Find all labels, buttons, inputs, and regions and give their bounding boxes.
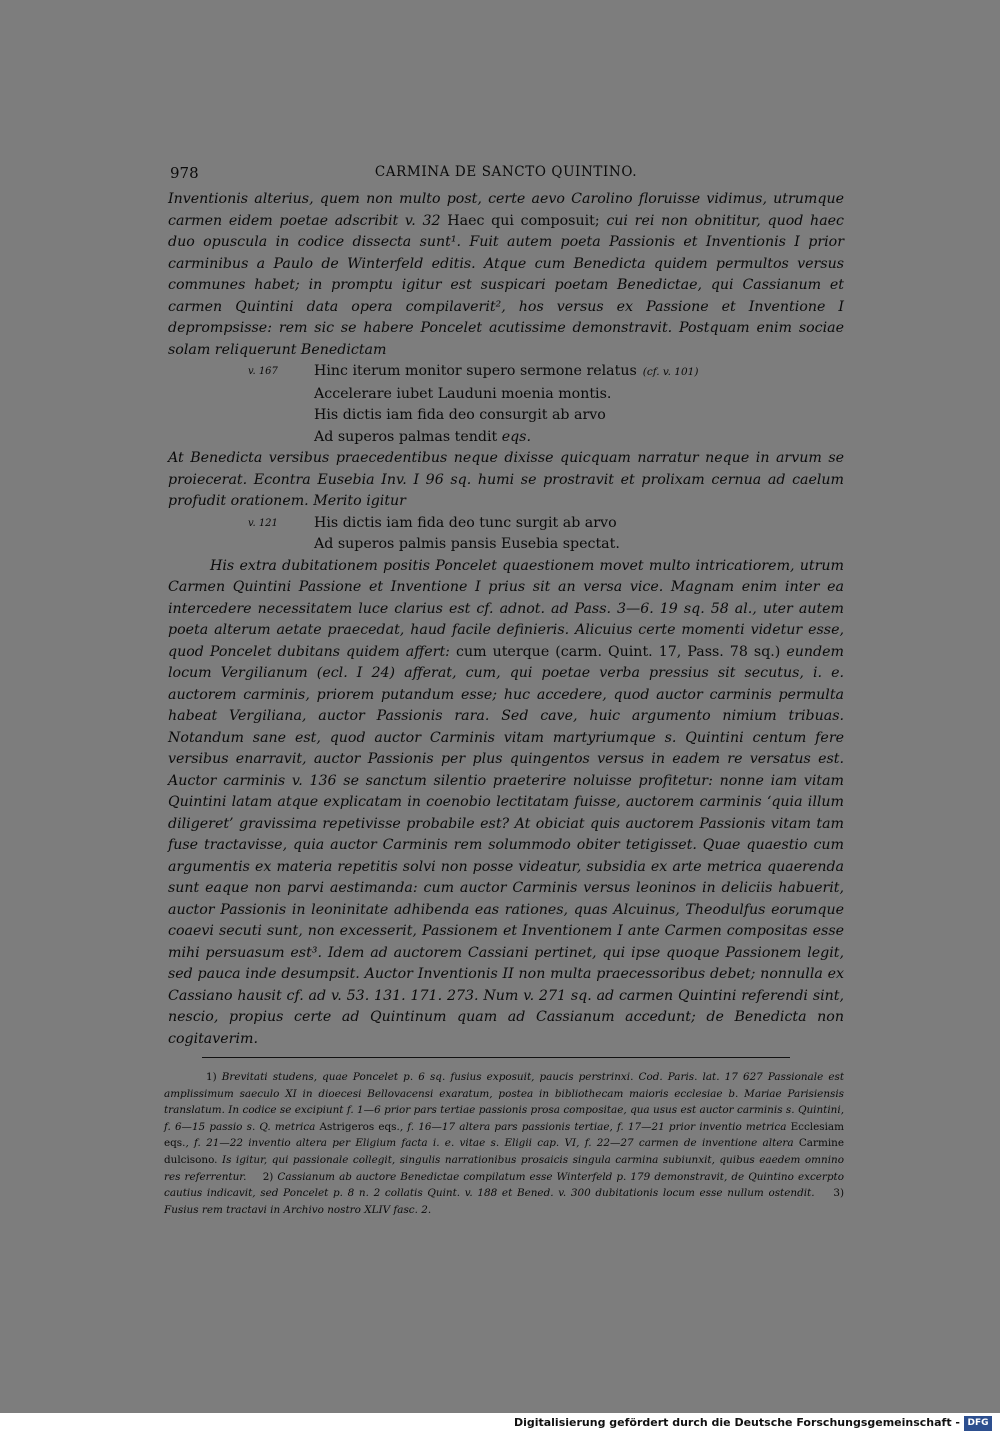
footnote-rule: [202, 1057, 790, 1058]
verse-line: Ad superos palmis pansis Eusebia spectat.: [314, 536, 620, 552]
footer-credit: Digitalisierung gefördert durch die Deutsche Forschungsgemeinschaft -: [513, 1416, 960, 1429]
paragraph-3-part-a: His extra dubitationem positis Poncelet quaestionem movet multo intricatiorem, utrum Carmen Quintini Passione et Inventione I prius sit an versa vice. Magnam enim inter ea intercedere necessitatem luce clarius est cf. adnot. ad Pass. 3—6. 19 sq. 58 al., uter autem poeta alterum aetate praecedat, haud facile definieris. Alicuius certe momenti videtur esse, quod Poncelet dubitans quidem affert:: [168, 557, 844, 660]
verse-line: [314, 427, 844, 449]
verse-eqs: eqs.: [501, 428, 531, 445]
verse-text: Hinc iterum monitor supero sermone relatus: [314, 363, 637, 379]
page-header: [170, 164, 842, 186]
footnote-text: Cassianum ab auctore Benedictae compilatum esse Winterfeld p. 179 demonstravit, de Quintino excerpto cautius indicavit, sed Poncelet p. 8 n. 2 collatis Quint. v. 188 et Bened. v. 300 dubitationis locum esse nullum ostendit.: [164, 1170, 844, 1200]
verse-line: His dictis iam fida deo consurgit ab arvo: [314, 407, 606, 423]
verse-quote-1: [168, 361, 844, 448]
footnote-text: Is igitur, qui passionale collegit, singulis narrationibus prosaicis singula carmina subiunxit, quibus eaedem omnino res referrentur.: [164, 1153, 844, 1183]
paragraph-3-part-c: eundem locum Vergilianum (ecl. I 24) afferat, cum, qui poetae verba pressius sit secutus, i. e. auctorem carminis, priorem putandum esse; huc accedere, quod auctor carminis permulta habeat Vergiliana, auctor Passionis rara. Sed cave, huic argumento nimium tribuas. Notandum sane est, quod auctor Carminis vitam martyriumque s. Quintini centum fere versibus enarravit, auctor Passionis per plus quingentos versus in eadem re versatus est. Auctor carminis v. 136 se sanctum silentio praeterire noluisse profitetur: nonne iam vitam Quintini latam atque explicatam in coenobio lectitatam fuisse, auctorem carminis ‘quia illum diligeret’ gravissima repetivisse probabile est? At obiciat quis auctorem Passionis vitam tam fuse tractavisse, quia auctor Carminis rem solummodo obiter tetigisset. Quae quaestio cum argumentis ex materia repetitis solvi non posse videatur, subsidia ex arte metrica quaerenda sunt eaque non parvi aestimanda: cum auctor Carminis versus leoninos in deliciis habuerit, auctor Passionis in leoninitate adhibenda eas rationes, quas Alcuinus, Theodulfus eorumque coaevi secuti sunt, non excesserit, Passionem et Inventionem I ante Carmen compositas esse mihi persuasum est³. Idem ad auctorem Cassiani pertinet, qui ipse quoque Passionem legit, sed pauca inde desumpsit. Auctor Inventionis II non multa praecessoribus debet; nonnulla ex Cassiano hausit cf. ad v. 53. 131. 171. 273. Num v. 271 sq. ad carmen Quintini referendi sint, nescio, propius certe ad Quintinum quam ad Cassianum accedunt; de Benedicta non cogitaverim.: [168, 643, 844, 1047]
page-number: 978: [170, 164, 199, 182]
verse-reference: v. 167: [248, 366, 278, 377]
paragraph-1-part-c: cui rei non obnititur, quod haec duo opuscula in codice dissecta sunt¹. Fuit autem poeta Passionis et Inventionis I prior carminibus a Paulo de Winterfeld editis. Atque cum Benedicta quidem permultos versus communes habet; in promptu igitur est suspicari poetam Benedictae, qui Cassianum et carmen Quintini data opera compilaverit², hos versus ex Passione et Inventione I deprompsisse: rem sic se habere Poncelet acutissime demonstravit. Postquam enim sociae solam reliquerunt Benedictam: [168, 212, 844, 358]
verse-text: Ad superos palmas tendit: [314, 428, 502, 445]
verse-note: (cf. v. 101): [642, 366, 699, 378]
footnote-text: , f. 16—17 altera pars passionis tertiae, f. 17—21 prior inventio metrica: [399, 1120, 791, 1133]
footnote-number: 3): [833, 1187, 844, 1200]
paragraph-1-quote: Haec qui composuit;: [447, 212, 607, 229]
footnote-incipit: Astrigeros eqs.: [319, 1120, 400, 1133]
paragraph-1-part-a: Inventionis alterius, quem non multo post, certe aevo Carolino floruisse vidimus, utrumque carmen eidem poetae adscribit v. 32: [168, 191, 844, 229]
footnote-text: Brevitati studens, quae Poncelet p. 6 sq. fusius exposuit, paucis perstrinxi. Cod. Paris. lat. 17 627 Passionale est amplissimum saeculo XI in dioecesi Bellovacensi exaratum, postea in bibliothecam maioris ecclesiae b. Mariae Parisiensis translatum. In codice se excipiunt f. 1—6 prior pars tertiae passionis prosa compositae, qua usus est auctor carminis s. Quintini, f. 6—15 passio s. Q. metrica: [164, 1071, 844, 1133]
footnote-text: , f. 21—22 inventio altera per Eligium facta i. e. vitae s. Eligii cap. VI, f. 22—27 carmen de inventione altera: [185, 1137, 799, 1150]
paragraph-3-citation: cum uterque (carm. Quint. 17, Pass. 78 sq.): [456, 643, 781, 660]
footnotes: [164, 1069, 844, 1218]
footnote-incipit: Ecclesiam eqs.: [164, 1120, 844, 1150]
verse-line: Accelerare iubet Lauduni moenia montis.: [314, 385, 612, 402]
footnote-incipit: Carmine dulcisono.: [164, 1137, 844, 1166]
footnote-number: 1): [206, 1071, 217, 1083]
footnote-text: Fusius rem tractavi in Archivo nostro XLIV fasc. 2.: [164, 1203, 432, 1216]
verse-quote-2: [168, 513, 844, 556]
paragraph-3: [168, 556, 844, 1051]
running-head: CARMINA DE SANCTO QUINTINO.: [374, 164, 638, 180]
paragraph-2: At Benedicta versibus praecedentibus neque dixisse quicquam narratur neque in arvum se proiecerat. Econtra Eusebia Inv. I 96 sq. humi se prostravit et prolixam cernua ad caelum profudit orationem. Merito igitur: [168, 450, 844, 509]
verse-reference: v. 121: [248, 517, 278, 529]
verse-text: His dictis iam fida deo tunc surgit ab arvo: [314, 514, 617, 531]
footnote: [164, 1069, 844, 1218]
paragraph-1: [168, 189, 844, 361]
verse-line: [248, 361, 844, 384]
footnote-number: 2): [262, 1170, 274, 1183]
verse-line: [248, 513, 844, 535]
footer-bar: [0, 1413, 1000, 1434]
main-text: [168, 189, 844, 1050]
dfg-logo: DFG: [964, 1416, 992, 1431]
